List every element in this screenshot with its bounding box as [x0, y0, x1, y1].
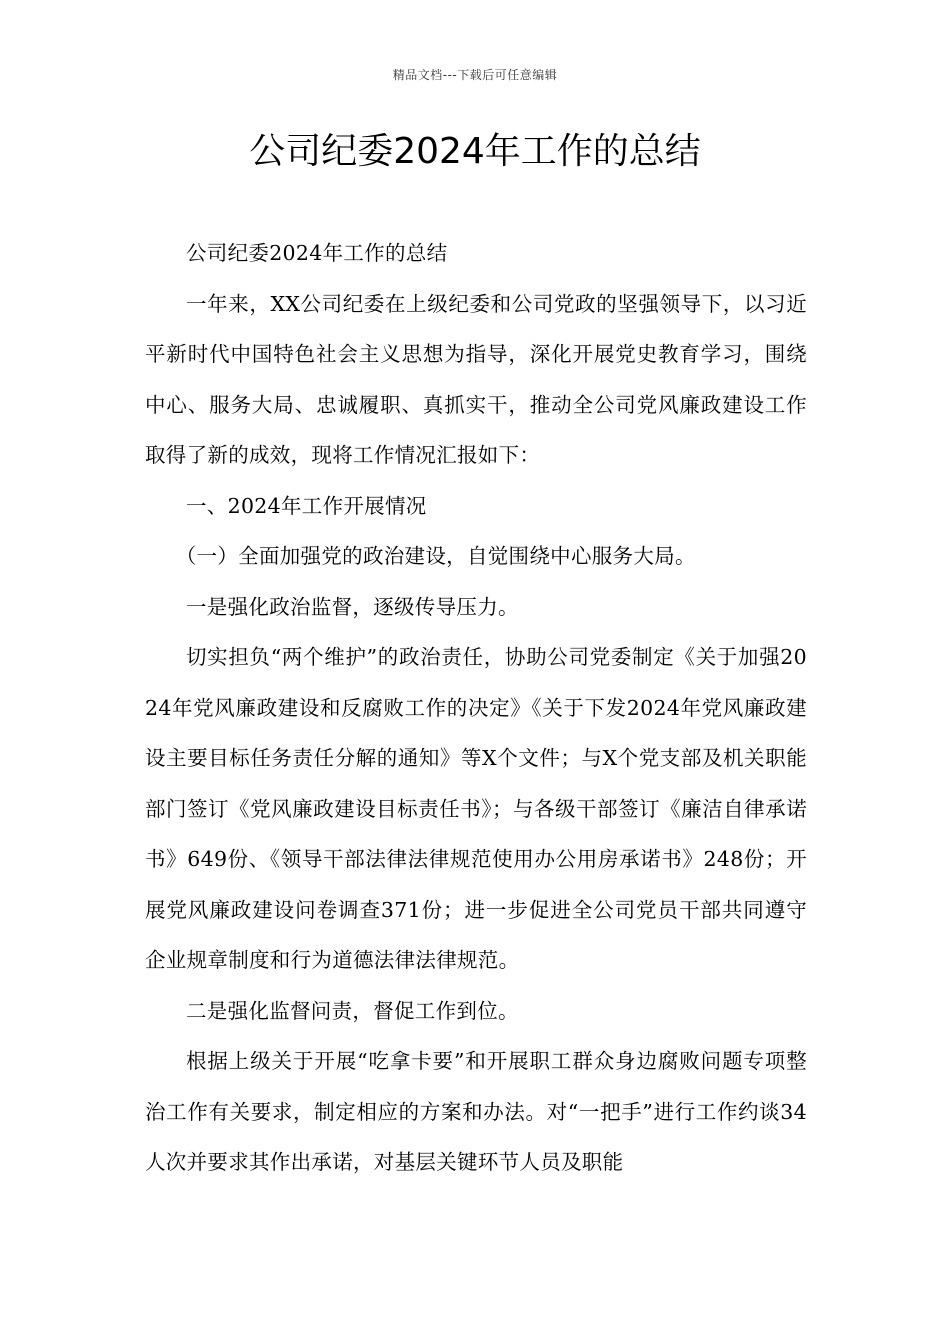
- header-note: 精品文档---下载后可任意编辑: [392, 68, 558, 82]
- paragraph-subtitle: 公司纪委2024年工作的总结: [186, 241, 448, 265]
- subsection-heading: （一）全面加强党的政治建设，自觉围绕中心服务大局。: [175, 544, 696, 568]
- section-heading: 一、2024年工作开展情况: [186, 493, 427, 518]
- document-body: [145, 228, 807, 1188]
- paragraph-accountability: 根据上级关于开展“吃拿卡要”和开展职工群众身边腐败问题专项整治工作有关要求，制定相应的方案和办法。对“一把手”进行工作约谈34人次并要求其作出承诺，对基层关键环节人员及职能: [145, 1049, 807, 1174]
- paragraph-intro: 一年来，XX公司纪委在上级纪委和公司党政的坚强领导下，以习近平新时代中国特色社会主义思想为指导，深化开展党史教育学习，围绕中心、服务大局、忠诚履职、真抓实干，推动全公司党风廉政建设工作取得了新的成效，现将工作情况汇报如下：: [145, 291, 807, 467]
- paragraph-political-supervision: 切实担负“两个维护”的政治责任，协助公司党委制定《关于加强2024年党风廉政建设和反腐败工作的决定》《关于下发2024年党风廉政建设主要目标任务责任分解的通知》等X个文件；与X个党支部及机关职能部门签订《党风廉政建设目标责任书》；与各级干部签订《廉洁自律承诺书》649份、《领导干部法律法律规范使用办公用房承诺书》248份；开展党风廉政建设问卷调查371份；进一步促进全公司党员干部共同遵守企业规章制度和行为道德法律法律规范。: [145, 645, 807, 972]
- point-heading-2: 二是强化监督问责，督促工作到位。: [186, 998, 519, 1023]
- document-title: 公司纪委2024年工作的总结: [249, 131, 701, 172]
- point-heading-1: 一是强化政治监督，逐级传导压力。: [186, 594, 519, 619]
